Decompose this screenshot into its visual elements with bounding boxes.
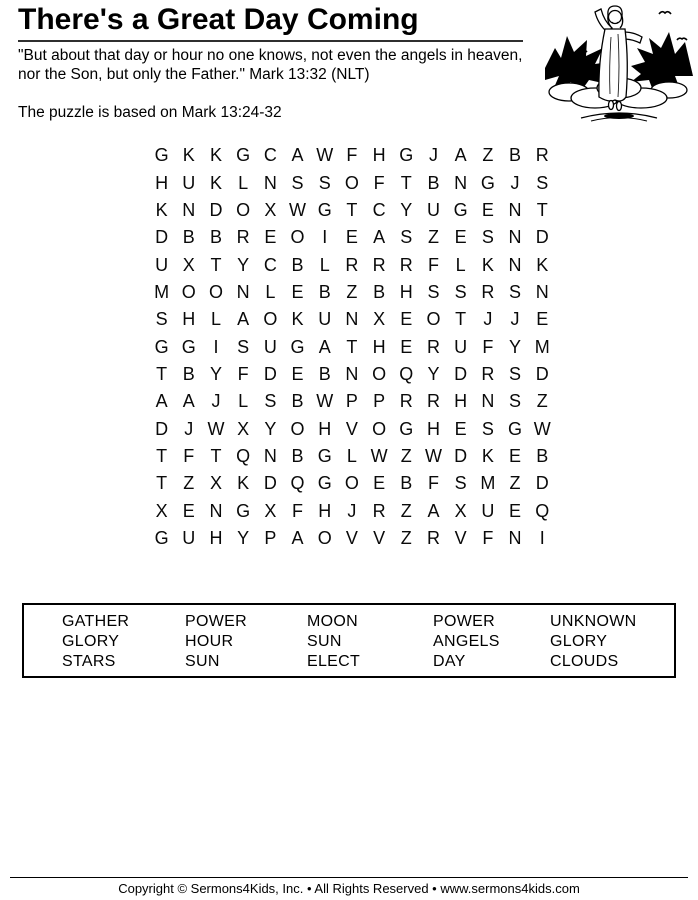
word-bank-word: CLOUDS <box>550 653 619 670</box>
verse-line-2: nor the Son, but only the Father." Mark 13:32 (NLT) <box>18 66 370 83</box>
grid-letter: X <box>264 500 277 521</box>
grid-letter: A <box>291 145 304 166</box>
grid-letter: N <box>345 309 359 330</box>
grid-letter: A <box>237 309 250 330</box>
grid-letter: O <box>317 527 332 548</box>
grid-letter: Q <box>290 473 305 494</box>
grid-letter: X <box>209 473 222 494</box>
word-bank-word: GLORY <box>550 633 608 650</box>
grid-letter: Z <box>482 145 494 166</box>
grid-letter: V <box>373 527 386 548</box>
word-bank-column <box>433 612 550 676</box>
jesus-ascension-illustration <box>543 2 695 124</box>
grid-letter: E <box>509 500 522 521</box>
grid-letter: Y <box>427 363 440 384</box>
grid-letter: O <box>372 363 387 384</box>
grid-letter: U <box>454 336 468 357</box>
grid-letter: W <box>207 418 225 439</box>
grid-letter: D <box>535 363 549 384</box>
grid-letter: O <box>263 309 278 330</box>
grid-letter: W <box>424 445 442 466</box>
grid-letter: K <box>291 309 304 330</box>
grid-letter: I <box>322 227 328 248</box>
grid-letter: S <box>509 391 522 412</box>
grid-letter: S <box>237 336 250 357</box>
grid-letter: K <box>182 145 195 166</box>
grid-letter: N <box>263 172 277 193</box>
grid-letter: E <box>400 309 413 330</box>
grid-letter: Z <box>346 281 358 302</box>
grid-letter: K <box>237 473 250 494</box>
grid-letter: Y <box>237 254 250 275</box>
grid-letter: S <box>264 391 277 412</box>
grid-letter: E <box>454 418 467 439</box>
grid-letter: N <box>535 281 549 302</box>
grid-letter: O <box>426 309 441 330</box>
grid-letter: R <box>426 336 440 357</box>
grid-letter: C <box>263 254 277 275</box>
grid-letter: Y <box>400 199 413 220</box>
grid-letter: R <box>399 254 413 275</box>
grid-letter: R <box>481 281 495 302</box>
footer-divider <box>10 877 688 878</box>
grid-letter: H <box>399 281 413 302</box>
grid-letter: D <box>535 473 549 494</box>
grid-letter: J <box>510 309 520 330</box>
grid-letter: G <box>154 527 169 548</box>
grid-letter: J <box>184 418 194 439</box>
grid-letter: T <box>156 445 168 466</box>
grid-letter: E <box>291 363 304 384</box>
grid-letter: C <box>372 199 386 220</box>
grid-letter: K <box>209 145 222 166</box>
grid-letter: Z <box>400 500 412 521</box>
grid-letter: Q <box>236 445 251 466</box>
grid-letter: D <box>155 227 169 248</box>
grid-letter: M <box>534 336 550 357</box>
grid-letter: G <box>317 199 332 220</box>
word-bank-word: DAY <box>433 653 466 670</box>
grid-letter: E <box>291 281 304 302</box>
grid-letter: A <box>291 527 304 548</box>
grid-letter: N <box>263 445 277 466</box>
grid-letter: W <box>289 199 307 220</box>
grid-letter: N <box>508 227 522 248</box>
grid-letter: Q <box>399 363 414 384</box>
word-bank-word: ANGELS <box>433 633 500 650</box>
word-bank-word: ELECT <box>307 653 361 670</box>
grid-letter: O <box>290 227 305 248</box>
grid-letter: U <box>182 172 196 193</box>
word-bank-column <box>185 612 307 676</box>
word-search-grid <box>148 142 556 552</box>
word-bank-word: POWER <box>185 613 247 630</box>
grid-letter: L <box>210 309 221 330</box>
grid-letter: W <box>533 418 551 439</box>
word-bank-column <box>62 612 185 676</box>
grid-letter: R <box>236 227 250 248</box>
grid-letter: F <box>373 172 385 193</box>
grid-letter: D <box>263 473 277 494</box>
grid-letter: O <box>236 199 251 220</box>
grid-letter: Z <box>427 227 439 248</box>
grid-letter: D <box>209 199 223 220</box>
grid-letter: K <box>155 199 168 220</box>
grid-letter: B <box>318 363 331 384</box>
grid-letter: Y <box>264 418 277 439</box>
grid-letter: J <box>347 500 357 521</box>
ground-shadow <box>581 113 657 121</box>
grid-letter: J <box>510 172 520 193</box>
grid-letter: E <box>400 336 413 357</box>
grid-letter: G <box>236 500 251 521</box>
grid-letter: Q <box>535 500 550 521</box>
grid-letter: J <box>428 145 438 166</box>
grid-letter: B <box>509 145 522 166</box>
grid-letter: S <box>481 418 494 439</box>
grid-letter: T <box>210 445 222 466</box>
grid-letter: F <box>482 336 494 357</box>
grid-letter: R <box>481 363 495 384</box>
grid-letter: S <box>318 172 331 193</box>
grid-letter: G <box>508 418 523 439</box>
grid-letter: V <box>345 527 358 548</box>
grid-letter: E <box>182 500 195 521</box>
grid-letter: L <box>455 254 466 275</box>
grid-letter: S <box>291 172 304 193</box>
grid-letter: Z <box>400 445 412 466</box>
grid-letter: G <box>154 145 169 166</box>
grid-letter: G <box>236 145 251 166</box>
grid-letter: O <box>372 418 387 439</box>
grid-letter: G <box>317 445 332 466</box>
grid-letter: O <box>344 172 359 193</box>
grid-letter: U <box>426 199 440 220</box>
grid-letter: N <box>345 363 359 384</box>
grid-letter: A <box>182 391 195 412</box>
grid-letter: F <box>482 527 494 548</box>
grid-letter: H <box>372 145 386 166</box>
grid-letter: L <box>238 391 249 412</box>
grid-letter: M <box>154 281 170 302</box>
grid-letter: U <box>182 527 196 548</box>
grid-letter: Y <box>509 336 522 357</box>
grid-letter: X <box>237 418 250 439</box>
grid-letter: R <box>535 145 549 166</box>
grid-letter: L <box>265 281 276 302</box>
grid-letter: E <box>509 445 522 466</box>
grid-letter: F <box>427 254 439 275</box>
grid-letter: A <box>155 391 168 412</box>
grid-letter: I <box>213 336 219 357</box>
grid-letter: S <box>509 363 522 384</box>
word-bank-word: SUN <box>185 653 220 670</box>
grid-letter: D <box>454 445 468 466</box>
grid-letter: S <box>481 227 494 248</box>
grid-letter: V <box>345 418 358 439</box>
grid-letter: T <box>346 336 358 357</box>
word-bank-word: POWER <box>433 613 495 630</box>
grid-letter: G <box>399 418 414 439</box>
grid-letter: B <box>536 445 549 466</box>
grid-letter: G <box>399 145 414 166</box>
grid-letter: T <box>156 363 168 384</box>
word-bank-column <box>307 612 433 676</box>
grid-letter: F <box>346 145 358 166</box>
grid-letter: R <box>372 254 386 275</box>
grid-letter: A <box>318 336 331 357</box>
grid-letter: D <box>535 227 549 248</box>
grid-letter: G <box>480 172 495 193</box>
word-bank-word: UNKNOWN <box>550 613 637 630</box>
grid-letter: R <box>345 254 359 275</box>
grid-letter: Z <box>400 527 412 548</box>
grid-letter: B <box>400 473 413 494</box>
grid-letter: S <box>400 227 413 248</box>
grid-letter: Z <box>183 473 195 494</box>
grid-letter: B <box>291 391 304 412</box>
grid-letter: N <box>454 172 468 193</box>
grid-letter: P <box>345 391 358 412</box>
grid-letter: S <box>427 281 440 302</box>
puzzle-basis-text: The puzzle is based on Mark 13:24-32 <box>18 104 282 121</box>
grid-letter: X <box>264 199 277 220</box>
grid-letter: T <box>455 309 467 330</box>
grid-letter: R <box>399 391 413 412</box>
grid-letter: X <box>454 500 467 521</box>
grid-letter: U <box>155 254 169 275</box>
grid-letter: A <box>454 145 467 166</box>
verse-line-1: "But about that day or hour no one knows, not even the angels in heaven, <box>18 47 523 64</box>
grid-letter: W <box>370 445 388 466</box>
word-bank-word: GLORY <box>62 633 120 650</box>
word-bank-word: MOON <box>307 613 358 630</box>
word-bank-word: GATHER <box>62 613 130 630</box>
word-bank <box>22 603 676 678</box>
copyright-text: Copyright © Sermons4Kids, Inc. • All Rights Reserved • www.sermons4kids.com <box>118 881 580 896</box>
grid-letter: T <box>536 199 548 220</box>
grid-letter: L <box>238 172 249 193</box>
grid-letter: Y <box>209 363 222 384</box>
word-bank-word: HOUR <box>185 633 234 650</box>
grid-letter: K <box>481 445 494 466</box>
grid-letter: V <box>454 527 467 548</box>
grid-letter: M <box>480 473 496 494</box>
grid-letter: L <box>346 445 357 466</box>
grid-letter: E <box>481 199 494 220</box>
grid-letter: G <box>154 336 169 357</box>
grid-letter: E <box>345 227 358 248</box>
grid-letter: F <box>237 363 249 384</box>
grid-letter: U <box>318 309 332 330</box>
grid-letter: D <box>155 418 169 439</box>
grid-letter: O <box>290 418 305 439</box>
grid-letter: B <box>427 172 440 193</box>
grid-letter: U <box>481 500 495 521</box>
grid-letter: N <box>236 281 250 302</box>
grid-letter: B <box>318 281 331 302</box>
grid-letter: T <box>210 254 222 275</box>
grid-letter: B <box>182 363 195 384</box>
grid-letter: E <box>264 227 277 248</box>
grid-letter: D <box>263 363 277 384</box>
grid-letter: B <box>291 254 304 275</box>
grid-letter: F <box>427 473 439 494</box>
grid-letter: N <box>508 527 522 548</box>
grid-letter: L <box>319 254 330 275</box>
grid-letter: O <box>181 281 196 302</box>
grid-letter: O <box>208 281 223 302</box>
grid-letter: C <box>263 145 277 166</box>
grid-letter: D <box>454 363 468 384</box>
grid-letter: T <box>400 172 412 193</box>
grid-letter: Y <box>237 527 250 548</box>
grid-letter: X <box>155 500 168 521</box>
grid-letter: R <box>426 527 440 548</box>
grid-letter: E <box>373 473 386 494</box>
grid-letter: N <box>508 199 522 220</box>
grid-letter: W <box>316 391 334 412</box>
grid-letter: S <box>536 172 549 193</box>
grid-letter: H <box>454 391 468 412</box>
grid-letter: G <box>181 336 196 357</box>
grid-letter: E <box>454 227 467 248</box>
grid-letter: H <box>182 309 196 330</box>
verse-text <box>18 46 563 84</box>
word-bank-word: STARS <box>62 653 116 670</box>
grid-letter: N <box>209 500 223 521</box>
grid-letter: R <box>426 391 440 412</box>
grid-letter: T <box>156 473 168 494</box>
grid-letter: H <box>318 500 332 521</box>
grid-letter: B <box>291 445 304 466</box>
grid-letter: T <box>346 199 358 220</box>
grid-letter: X <box>182 254 195 275</box>
grid-letter: J <box>211 391 221 412</box>
grid-letter: O <box>344 473 359 494</box>
grid-letter: H <box>155 172 169 193</box>
grid-letter: S <box>454 473 467 494</box>
grid-letter: Z <box>536 391 548 412</box>
grid-letter: H <box>372 336 386 357</box>
grid-letter: I <box>539 527 545 548</box>
grid-letter: S <box>454 281 467 302</box>
grid-letter: B <box>209 227 222 248</box>
grid-letter: A <box>427 500 440 521</box>
grid-letter: K <box>536 254 549 275</box>
grid-letter: U <box>263 336 277 357</box>
grid-letter: S <box>155 309 168 330</box>
grid-letter: J <box>483 309 493 330</box>
grid-letter: H <box>209 527 223 548</box>
grid-letter: F <box>183 445 195 466</box>
grid-letter: H <box>318 418 332 439</box>
grid-letter: E <box>536 309 549 330</box>
word-bank-word: SUN <box>307 633 342 650</box>
grid-letter: K <box>481 254 494 275</box>
grid-letter: G <box>290 336 305 357</box>
grid-letter: R <box>372 500 386 521</box>
grid-letter: G <box>453 199 468 220</box>
page-title: There's a Great Day Coming <box>18 3 419 36</box>
grid-letter: H <box>426 418 440 439</box>
grid-letter: N <box>508 254 522 275</box>
grid-letter: A <box>373 227 386 248</box>
grid-letter: G <box>317 473 332 494</box>
grid-letter: X <box>373 309 386 330</box>
grid-letter: S <box>509 281 522 302</box>
grid-letter: W <box>316 145 334 166</box>
grid-letter: Z <box>509 473 521 494</box>
grid-letter: F <box>292 500 304 521</box>
grid-letter: B <box>373 281 386 302</box>
grid-letter: N <box>481 391 495 412</box>
title-underline <box>18 40 523 42</box>
grid-letter: P <box>264 527 277 548</box>
grid-letter: K <box>209 172 222 193</box>
grid-letter: B <box>182 227 195 248</box>
grid-letter: P <box>373 391 386 412</box>
grid-letter: N <box>182 199 196 220</box>
word-bank-column <box>550 612 637 676</box>
